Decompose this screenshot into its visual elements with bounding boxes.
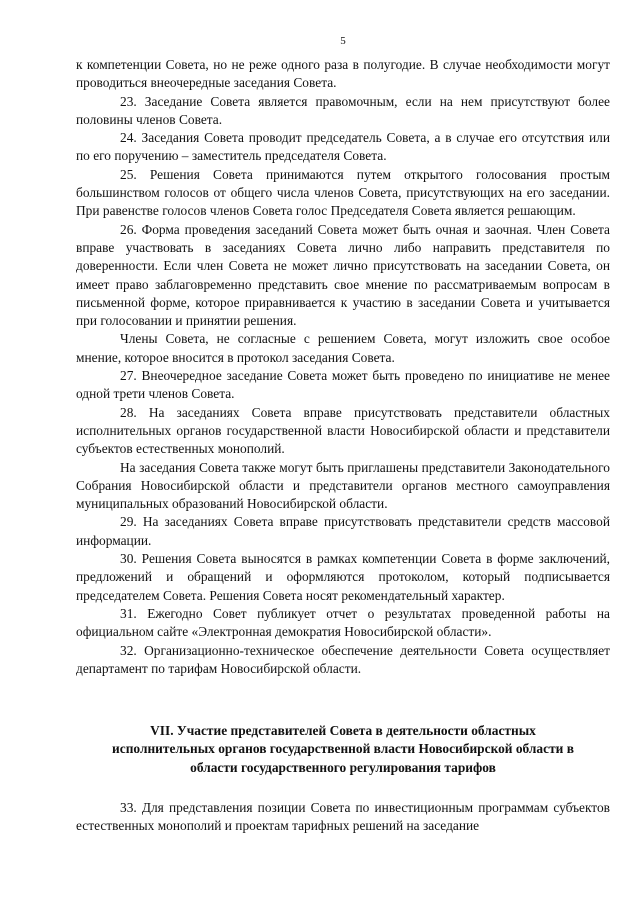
section-heading: VII. Участие представителей Совета в деятельности областных исполнительных органов государственной власти Новосибирской области в области государственного регулирования тарифов	[112, 723, 574, 775]
paragraph-27: 27. Внеочередное заседание Совета может быть проведено по инициативе не менее одной трети членов Совета.	[76, 368, 610, 402]
document-page	[76, 34, 610, 836]
paragraph-28: 28. На заседаниях Совета вправе присутствовать представители областных исполнительных органов государственной власти Новосибирской области и представители субъектов естественных монополий.	[76, 404, 610, 457]
paragraph-25: 25. Решения Совета принимаются путем открытого голосования простым большинством голосов от общего числа членов Совета, присутствующих на его заседании. При равенстве голосов членов Совета голос Председателя Совета является решающим.	[76, 166, 610, 219]
paragraph-24: 24. Заседания Совета проводит председатель Совета, а в случае его отсутствия или по его поручению – заместитель председателя Совета.	[76, 130, 610, 164]
paragraph-29: 29. На заседаниях Совета вправе присутствовать представители средств массовой информации.	[76, 514, 610, 548]
paragraph-continuation: к компетенции Совета, но не реже одного раза в полугодие. В случае необходимости могут проводиться внеочередные заседания Совета.	[76, 57, 610, 91]
paragraph-26: 26. Форма проведения заседаний Совета может быть очная и заочная. Член Совета вправе участвовать в заседаниях Совета лично либо направить представителя по доверенности. Если член Совета не может лично присутствовать на заседании Совета, он имеет право заблаговременно представить свое мнение по рассматриваемым вопросам в письменной форме, которое приравнивается к участию в заседании Совета и учитывается при голосовании и принятии решения.	[76, 221, 610, 329]
paragraph-26-dissent: Члены Совета, не согласные с решением Совета, могут изложить свое особое мнение, которое вносится в протокол заседания Совета.	[76, 331, 610, 365]
paragraph-30: 30. Решения Совета выносятся в рамках компетенции Совета в форме заключений, предложений и обращений и оформляются протоколом, который подписывается председателем Совета. Решения Совета носят рекомендательный характер.	[76, 551, 610, 603]
page-number: 5	[340, 35, 346, 47]
paragraph-28-invitees: На заседания Совета также могут быть приглашены представители Законодательного Собрания Новосибирской области и представители органов местного самоуправления муниципальных образований Новосибирской области.	[76, 459, 610, 512]
paragraph-33: 33. Для представления позиции Совета по инвестиционным программам субъектов естественных монополий и проектам тарифных решений на заседание	[76, 799, 610, 834]
paragraph-23: 23. Заседание Совета является правомочным, если на нем присутствуют более половины членов Совета.	[76, 93, 610, 127]
paragraph-32: 32. Организационно-техническое обеспечение деятельности Совета осуществляет департамент по тарифам Новосибирской области.	[76, 642, 610, 676]
paragraph-31: 31. Ежегодно Совет публикует отчет о результатах проведенной работы на официальном сайте «Электронная демократия Новосибирской области».	[76, 605, 610, 640]
